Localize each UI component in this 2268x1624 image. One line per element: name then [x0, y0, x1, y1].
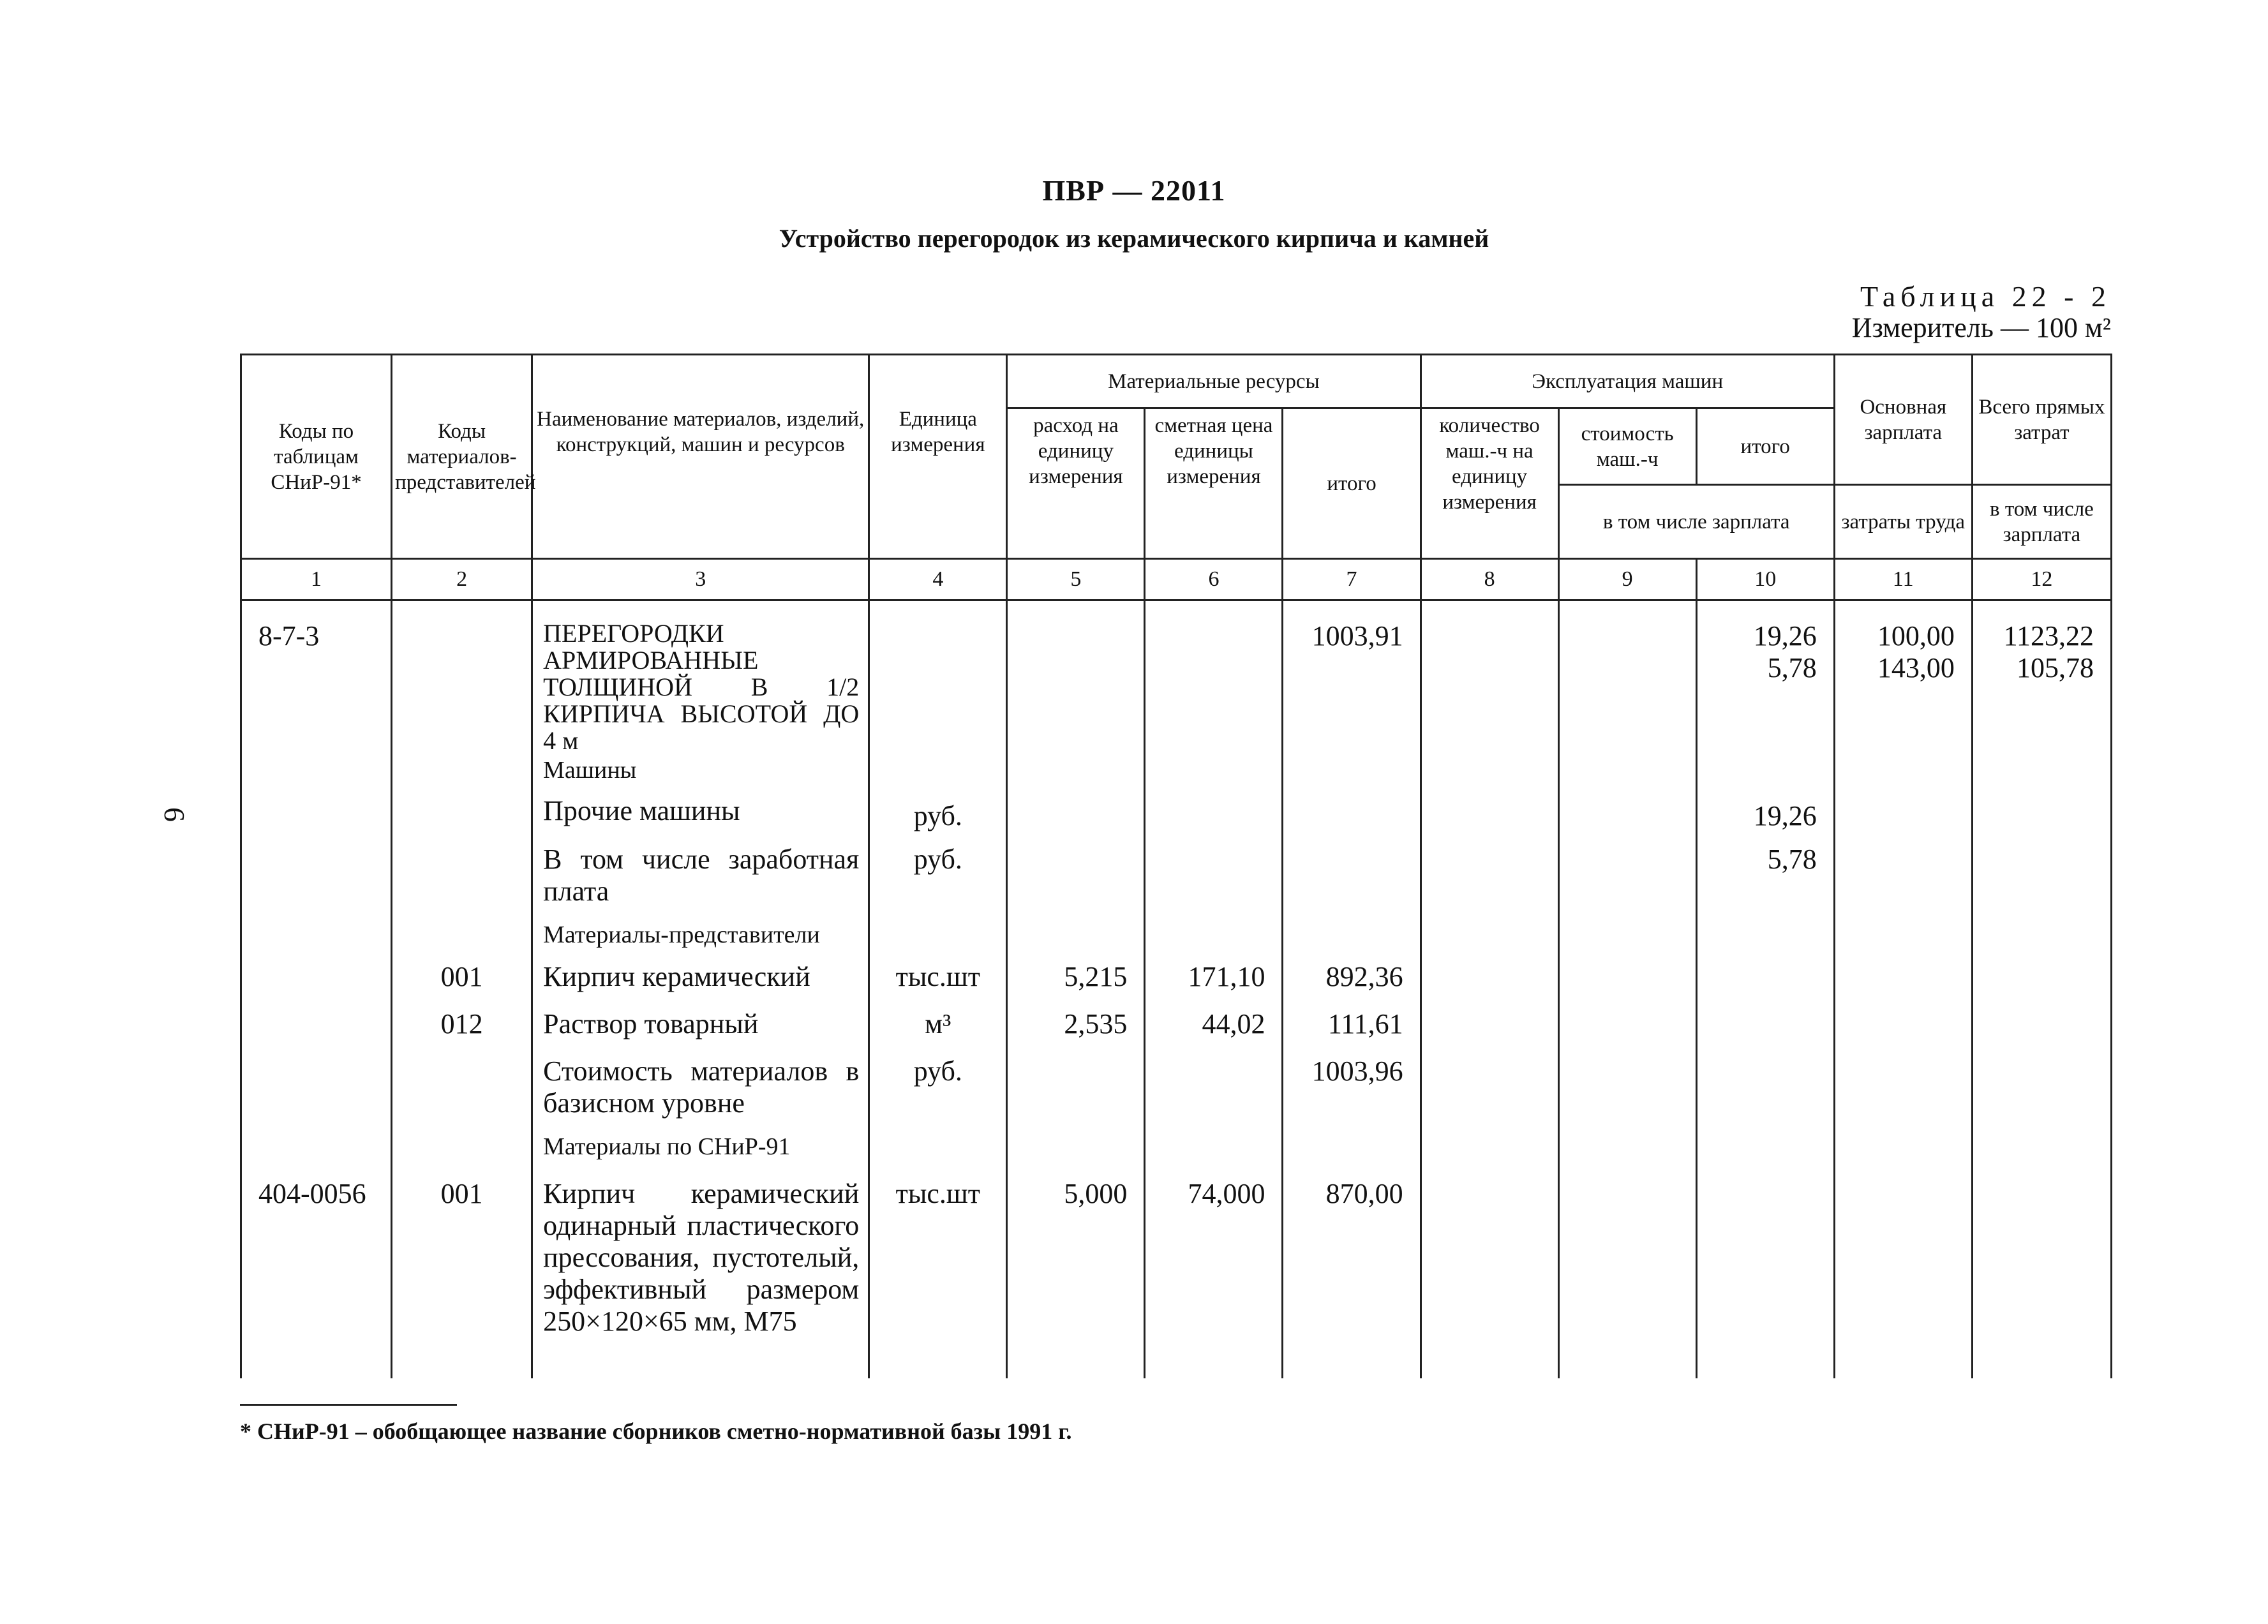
table-row: [241, 1174, 2112, 1378]
row-unit: тыс.шт: [869, 961, 1007, 1008]
row-rate: 5,215: [1007, 961, 1145, 1008]
section-row: [241, 919, 2112, 961]
row-name: Кирпич керамический: [532, 961, 869, 1008]
row-rate: 5,000: [1007, 1174, 1145, 1378]
header-col10: итого: [1696, 408, 1834, 485]
colnum-4: 4: [869, 559, 1007, 600]
header-col7: итого: [1283, 408, 1421, 559]
section-row: [241, 1131, 2112, 1174]
header-col6: сметная цена единицы измерения: [1145, 408, 1283, 559]
table-row: [241, 795, 2112, 844]
header-col8: количество маш.-ч на единицу измерения: [1421, 408, 1558, 559]
colnum-3: 3: [532, 559, 869, 600]
row-code2: 012: [392, 1008, 532, 1055]
row-price: 74,000: [1145, 1174, 1283, 1378]
colnum-8: 8: [1421, 559, 1558, 600]
colnum-11: 11: [1834, 559, 1972, 600]
section-row: [241, 754, 2112, 795]
colnum-10: 10: [1696, 559, 1834, 600]
header-col11: Основная зарплата: [1834, 355, 1972, 485]
section-machines: Машины: [532, 754, 869, 795]
row-rate: 2,535: [1007, 1008, 1145, 1055]
table-row: [241, 600, 2112, 755]
resources-table: [240, 354, 2112, 1378]
table-row: [241, 844, 2112, 919]
colnum-5: 5: [1007, 559, 1145, 600]
header-col12-sub: в том числе зарплата: [1972, 485, 2111, 559]
row-total: 1003,96: [1283, 1055, 1421, 1131]
header-col5: расход на единицу измерения: [1007, 408, 1145, 559]
row-code: 8-7-3: [241, 600, 392, 755]
row-direct-total: 1123,22: [2003, 620, 2094, 652]
row-price: 171,10: [1145, 961, 1283, 1008]
header-col1: Коды по таблицам СНиР-91*: [241, 355, 392, 559]
row-name: Прочие машины: [532, 795, 869, 844]
row-name: Раствор товарный: [532, 1008, 869, 1055]
row-name: Стоимость материалов в базисном уровне: [532, 1055, 869, 1131]
row-name: В том числе заработная плата: [532, 844, 869, 919]
table-row: [241, 961, 2112, 1008]
row-labor-cost: 143,00: [1877, 652, 1955, 683]
row-unit: тыс.шт: [869, 1174, 1007, 1378]
colnum-1: 1: [241, 559, 392, 600]
row-price: 44,02: [1145, 1008, 1283, 1055]
row-machine-total: 19,26: [1753, 620, 1817, 652]
colnum-2: 2: [392, 559, 532, 600]
header-col3: Наименование материалов, изделий, конструкций, машин и ресурсов: [532, 355, 869, 559]
header-col9-10-sub: в том числе зарплата: [1558, 485, 1834, 559]
table-row: [241, 1055, 2112, 1131]
table-number: Таблица 22 - 2: [1860, 280, 2111, 313]
document-subtitle: Устройство перегородок из керамического кирпича и камней: [779, 224, 1489, 253]
row-unit: м³: [869, 1008, 1007, 1055]
colnum-12: 12: [1972, 559, 2111, 600]
table-row: [241, 1008, 2112, 1055]
row-machine-total: 19,26: [1696, 795, 1834, 844]
row-total: 111,61: [1283, 1008, 1421, 1055]
section-representatives: Материалы-представители: [532, 919, 869, 961]
colnum-6: 6: [1145, 559, 1283, 600]
header-col4: Единица измерения: [869, 355, 1007, 559]
header-col11-sub: затраты труда: [1834, 485, 1972, 559]
document-title: ПВР — 22011: [1042, 174, 1226, 207]
header-group-machines: Эксплуатация машин: [1421, 355, 1834, 408]
header-group-materials: Материальные ресурсы: [1007, 355, 1421, 408]
row-code: 404-0056: [241, 1174, 392, 1378]
row-total: 1003,91: [1283, 600, 1421, 755]
footnote-divider: [240, 1404, 457, 1406]
row-code2: 001: [392, 1174, 532, 1378]
page-number: 6: [158, 807, 191, 822]
row-base-wage: 100,00: [1877, 620, 1955, 652]
row-name: Кирпич керамический одинарный пластического прессования, пустотелый, эффективный размером 250×120×65 мм, М75: [532, 1174, 869, 1378]
row-machine-wage: 5,78: [1696, 844, 1834, 919]
row-machine-wage: 5,78: [1767, 652, 1817, 683]
footnote: * СНиР-91 – обобщающее название сборников сметно-нормативной базы 1991 г.: [240, 1419, 1072, 1444]
header-col2: Коды материалов-представителей: [392, 355, 532, 559]
colnum-7: 7: [1283, 559, 1421, 600]
row-direct-wage: 105,78: [2017, 652, 2094, 683]
row-unit: руб.: [869, 844, 1007, 919]
measure-unit: Измеритель — 100 м²: [1851, 312, 2111, 343]
colnum-9: 9: [1558, 559, 1696, 600]
row-unit: руб.: [869, 795, 1007, 844]
header-col9: стоимость маш.-ч: [1558, 408, 1696, 485]
row-total: 870,00: [1283, 1174, 1421, 1378]
header-col12: Всего прямых затрат: [1972, 355, 2111, 485]
row-total: 892,36: [1283, 961, 1421, 1008]
row-unit: руб.: [869, 1055, 1007, 1131]
row-name: ПЕРЕГОРОДКИ АРМИРОВАННЫЕ ТОЛЩИНОЙ В 1/2 КИРПИЧА ВЫСОТОЙ ДО 4 м: [532, 600, 869, 755]
row-code2: 001: [392, 961, 532, 1008]
section-snip-materials: Материалы по СНиР-91: [532, 1131, 869, 1174]
